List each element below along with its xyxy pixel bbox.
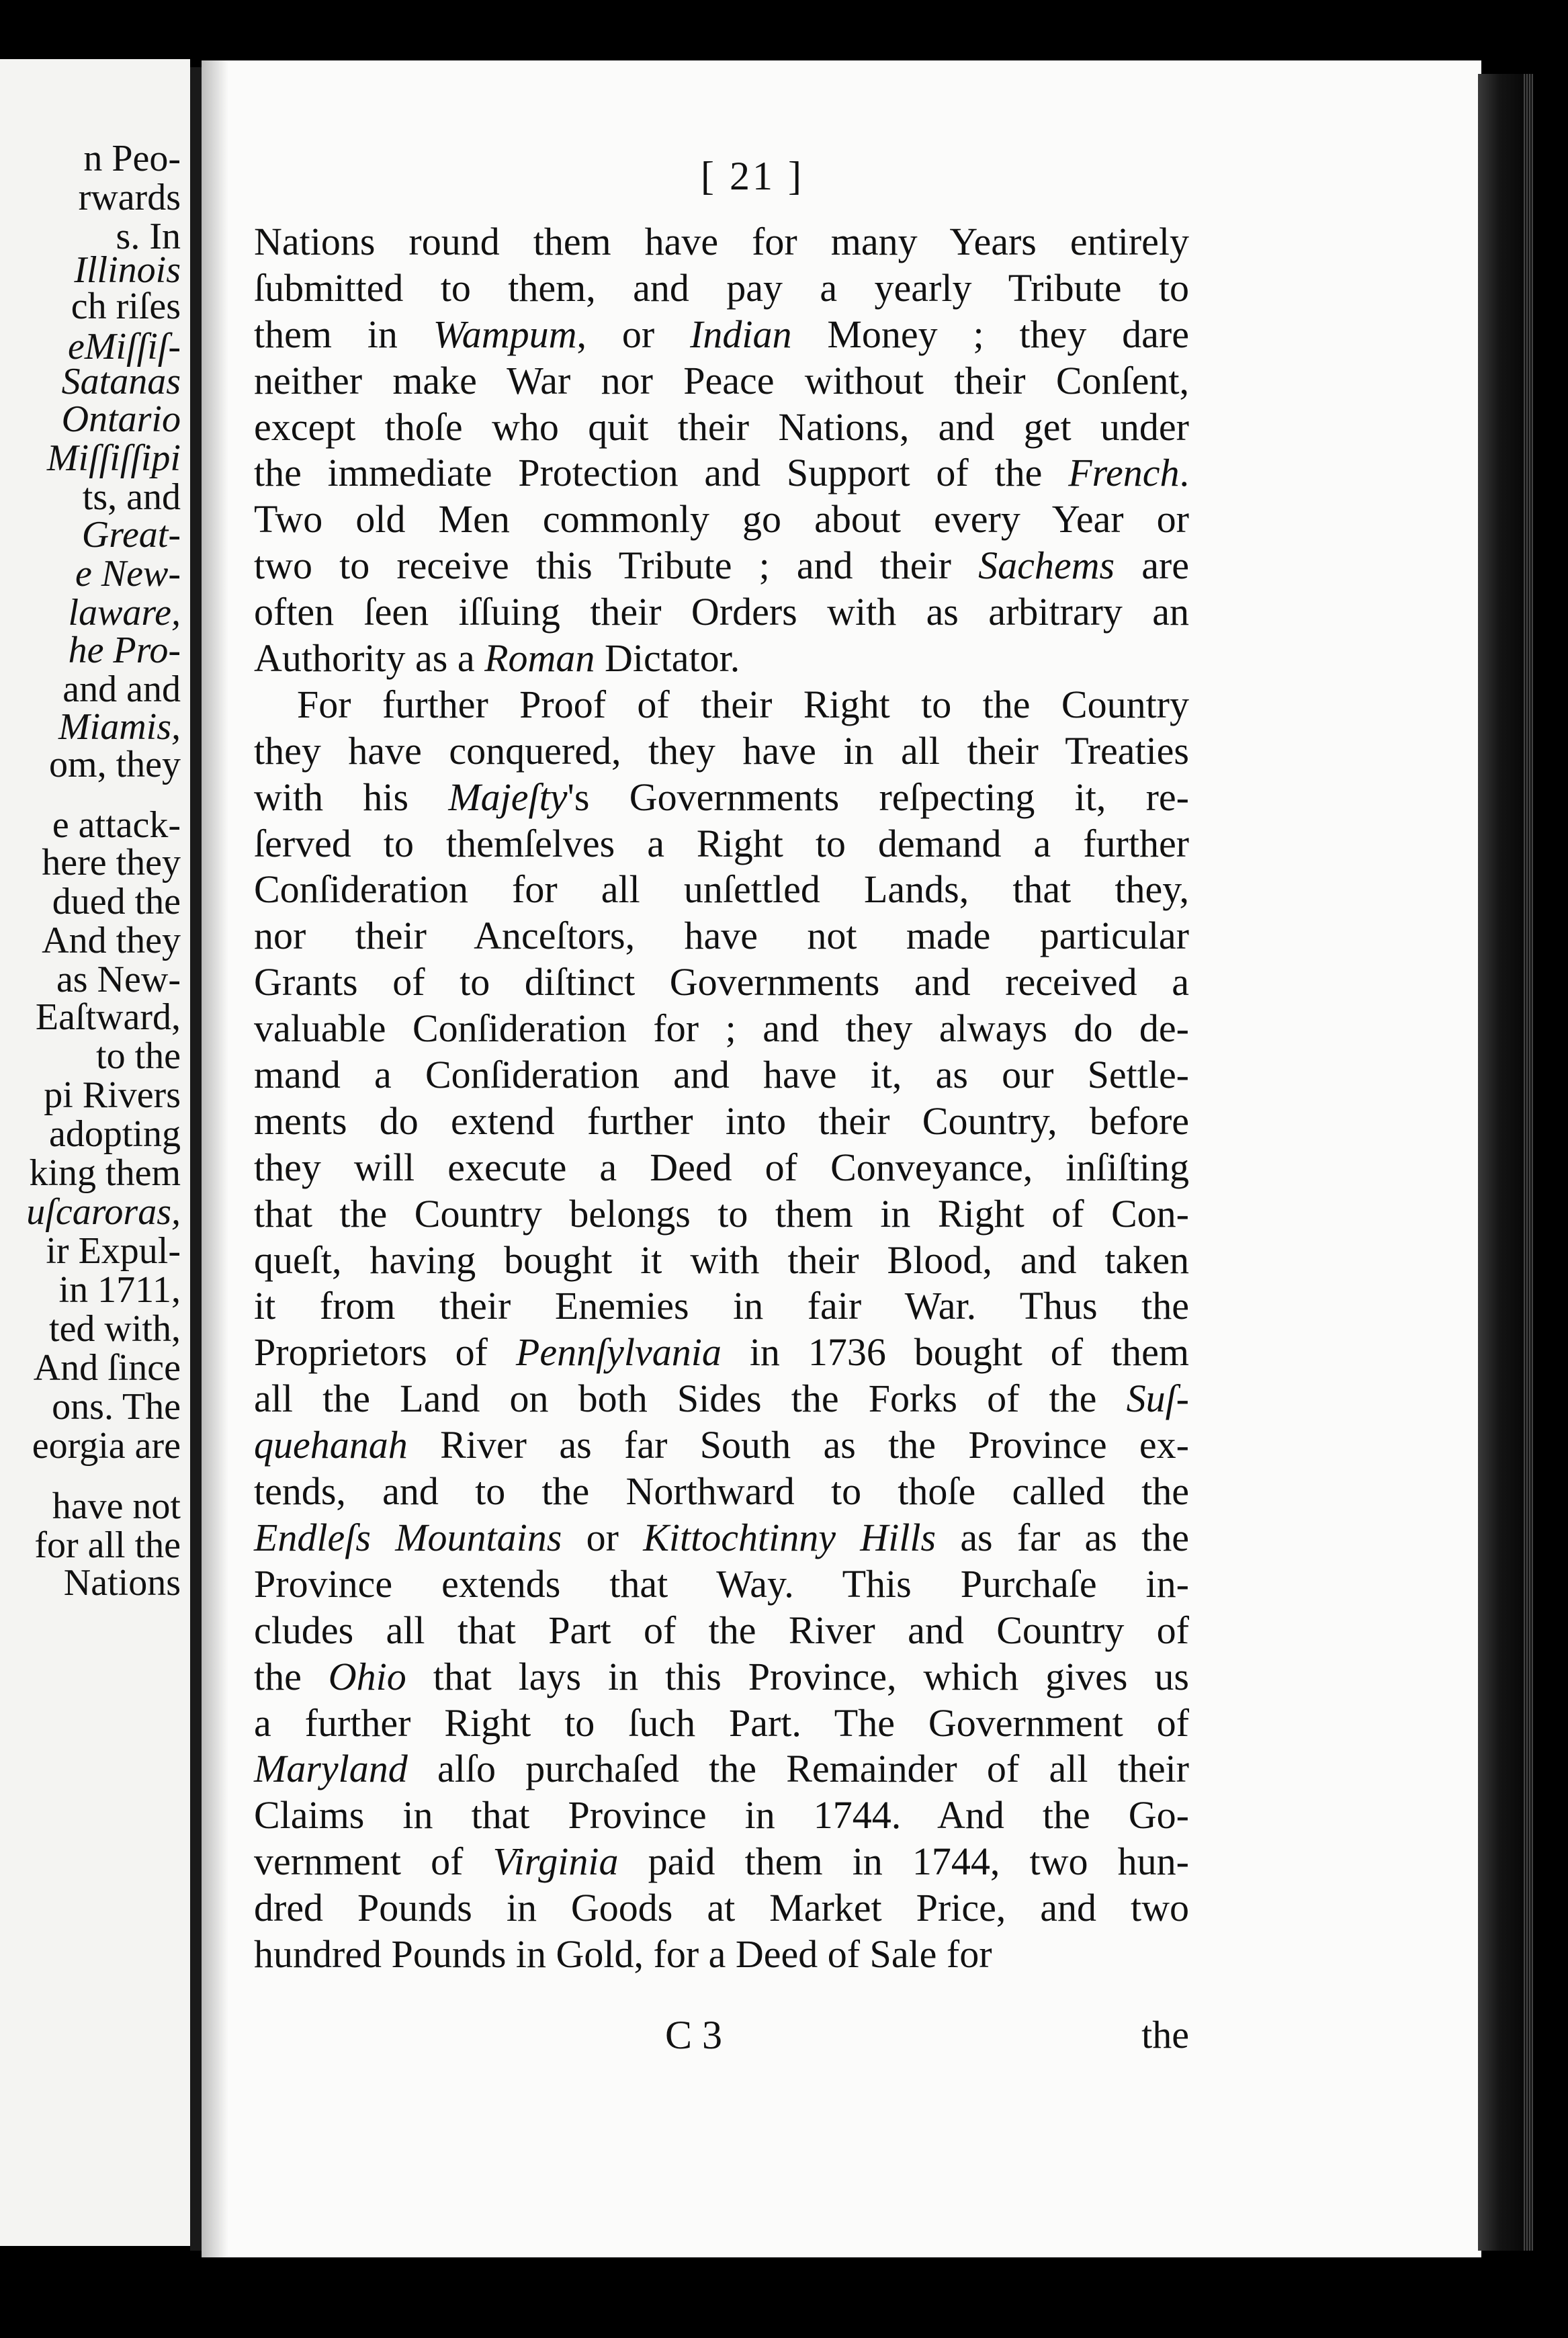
facing-page-text: as New- [56,959,181,1000]
facing-page-text: to the [96,1035,181,1077]
text-line: they will execute a Deed of Conveyance, inſiſting [254,1145,1189,1189]
text-line: Authority as a Roman Dictator. [254,636,740,681]
text-line: Maryland alſo purchaſed the Remainder of all their [254,1747,1189,1791]
facing-page-text: Miamis, [58,706,181,748]
text-line: mand a Conſideration and have it, as our Settle- [254,1053,1189,1097]
text-line: the Ohio that lays in this Province, which gives us [254,1654,1189,1698]
facing-page-text: ted with, [49,1308,181,1350]
facing-page-text: Eaſtward, [35,996,181,1038]
facing-page-text: ts, and [82,476,181,518]
facing-page-text: in 1711, [58,1269,181,1311]
text-line: ſubmitted to them, and pay a yearly Tribute to [254,265,1189,310]
text-line: Nations round them have for many Years entirely [254,220,1189,263]
facing-page-text: s. In [116,216,181,257]
text-line: Grants of to diſtinct Governments and received a [254,960,1189,1004]
page-edges [1524,74,1533,2251]
text-line: Claims in that Province in 1744. And the Go- [254,1793,1189,1837]
facing-page-text: adopting [49,1113,181,1155]
facing-page-text: Miſſiſſipi [46,437,181,479]
facing-page-text: ir Expul- [46,1230,181,1272]
facing-page-text: Nations [63,1562,181,1604]
facing-page-text: Great- [81,514,181,556]
facing-page-text: And ſince [33,1347,181,1389]
facing-page-text: And they [42,920,181,961]
text-line: nor their Anceſtors, have not made particular [254,914,1189,958]
facing-page-text: ons. The [52,1386,181,1428]
text-line: a further Right to ſuch Part. The Government of [254,1700,1189,1745]
text-line: Province extends that Way. This Purchaſe in- [254,1561,1189,1606]
text-line: two to receive this Tribute ; and their Sachems are [254,544,1189,588]
facing-page-text: have not [52,1485,181,1527]
text-line: neither make War nor Peace without their Conſent, [254,358,1189,402]
facing-page-text: king them [29,1152,181,1194]
facing-page-text: and and [62,668,181,710]
facing-page-text: Ontario [61,398,181,440]
catchword: the [1141,2013,1189,2056]
text-line: queſt, having bought it with their Blood, and taken [254,1238,1189,1282]
facing-page-text: om, they [49,744,181,785]
facing-page-text: eorgia are [32,1425,181,1467]
text-line: except thoſe who quit their Nations, and get under [254,404,1189,449]
text-line: valuable Conſideration for ; and they always do de- [254,1006,1189,1051]
signature-mark: C 3 [665,2013,723,2057]
text-line: ſerved to themſelves a Right to demand a further [254,821,1189,865]
text-line: the immediate Protection and Support of the French. [254,451,1189,495]
facing-page-text: uſcaroras, [26,1191,181,1233]
text-line: they have conquered, they have in all their Treaties [254,728,1189,773]
text-line: that the Country belongs to them in Right of Con- [254,1191,1189,1236]
text-line: with his Majeſty's Governments reſpecting it, re- [254,775,1189,819]
text-line: dred Pounds in Goods at Market Price, and two [254,1886,1189,1930]
text-line: them in Wampum, or Indian Money ; they dare [254,312,1189,356]
text-line: often ſeen iſſuing their Orders with as arbitrary an [254,590,1189,634]
text-line: Two old Men commonly go about every Year or [254,497,1189,542]
text-line: it from their Enemies in fair War. Thus the [254,1284,1189,1328]
text-line: Endleſs Mountains or Kittochtinny Hills as far as the [254,1515,1189,1559]
text-line: Conſideration for all unſettled Lands, that they, [254,867,1189,912]
text-line: all the Land on both Sides the Forks of the Suſ- [254,1377,1189,1421]
facing-page-text: n Peo- [83,138,181,179]
text-line: Proprietors of Pennſylvania in 1736 bought of them [254,1330,1189,1375]
body-text [254,219,1189,1978]
text-line: vernment of Virginia paid them in 1744, two hun- [254,1839,1189,1884]
facing-page-text: pi Rivers [44,1074,181,1116]
facing-page-text: eMiſſiſ- [68,326,181,367]
facing-page-text: rwards [78,177,181,218]
facing-page-text: dued the [52,881,181,922]
facing-page-text: Illinois [74,249,181,291]
facing-page-text: Satanas [61,361,181,402]
facing-page-text: e New- [75,553,181,595]
facing-page-text: laware, [68,592,181,634]
text-line: For further Proof of their Right to the Country [297,682,1189,726]
facing-page-text: e attack- [52,804,181,846]
facing-page-text: ch riſes [71,286,181,327]
text-line: quehanah River as far South as the Province ex- [254,1423,1189,1467]
gutter-shadow [202,60,228,2257]
facing-page-text: for all the [34,1524,181,1566]
text-line: hundred Pounds in Gold, for a Deed of Sale for [254,1932,992,1976]
page-number: [ 21 ] [701,154,804,198]
text-line: cludes all that Part of the River and Country of [254,1608,1189,1652]
facing-page-text: he Pro- [68,630,181,671]
text-line: tends, and to the Northward to thoſe called the [254,1469,1189,1514]
facing-page-text: here they [42,842,181,883]
facing-page-fragment [0,59,190,2246]
text-line: ments do extend further into their Country, before [254,1098,1189,1143]
